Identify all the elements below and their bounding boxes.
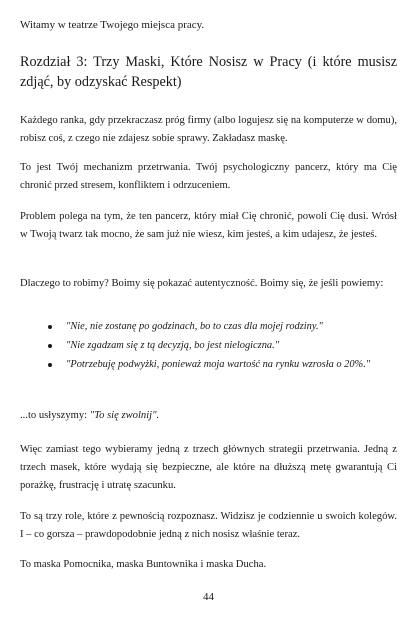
paragraph-3: Problem polega na tym, że ten pancerz, który miał Cię chronić, powoli Cię dusi. Wrósł w Twoją twarz tak mocno, że sam już nie wiesz, kim jesteś, a kim udajesz, że jesteś. [20, 211, 397, 240]
paragraph-1: Każdego ranka, gdy przekraczasz próg firmy (albo logujesz się na komputerze w domu), robisz coś, z czego nie zdajesz sobie sprawy. Zakładasz maskę. [20, 115, 397, 144]
list-item: "Nie, nie zostanę po godzinach, bo to czas dla mojej rodziny." [20, 318, 397, 336]
paragraph-5: ...to usłyszymy: "To się zwolnij". [20, 410, 160, 421]
bullet-icon [48, 344, 52, 348]
quote-list [20, 318, 397, 374]
paragraph-7: To są trzy role, które z pewnością rozpoznasz. Widzisz je codziennie u swoich kolegów. I – co gorsza – prawdopodobnie jedną z nich nosisz właśnie teraz. [20, 511, 397, 540]
list-item: "Nie zgadzam się z tą decyzją, bo jest nielogiczna." [20, 337, 397, 355]
quoted-reply: "To się zwolnij". [89, 410, 160, 421]
paragraph-6: Więc zamiast tego wybieramy jedną z trzech głównych strategii przetrwania. Jedną z trzech masek, które wydają się bezpieczne, ale które na dłuższą metę gwarantują Ci porażkę, frustrację i utratę szacunku. [20, 444, 397, 491]
list-item: "Potrzebuję podwyżki, ponieważ moja wartość na rynku wzrosła o 20%." [20, 356, 397, 374]
bullet-icon [48, 363, 52, 367]
page-number: 44 [203, 591, 214, 603]
paragraph-8: To maska Pomocnika, maska Buntownika i maska Ducha. [20, 559, 267, 570]
paragraph-2: To jest Twój mechanizm przetrwania. Twój psychologiczny pancerz, który ma Cię chronić przed stresem, konfliktem i odrzuceniem. [20, 162, 397, 191]
bullet-icon [48, 325, 52, 329]
chapter-title: Rozdział 3: Trzy Maski, Które Nosisz w Pracy (i które musisz zdjąć, by odzyskać Respekt) [20, 54, 397, 90]
intro-line: Witamy w teatrze Twojego miejsca pracy. [20, 19, 205, 31]
paragraph-4: Dlaczego to robimy? Boimy się pokazać autentyczność. Boimy się, że jeśli powiemy: [20, 278, 384, 289]
